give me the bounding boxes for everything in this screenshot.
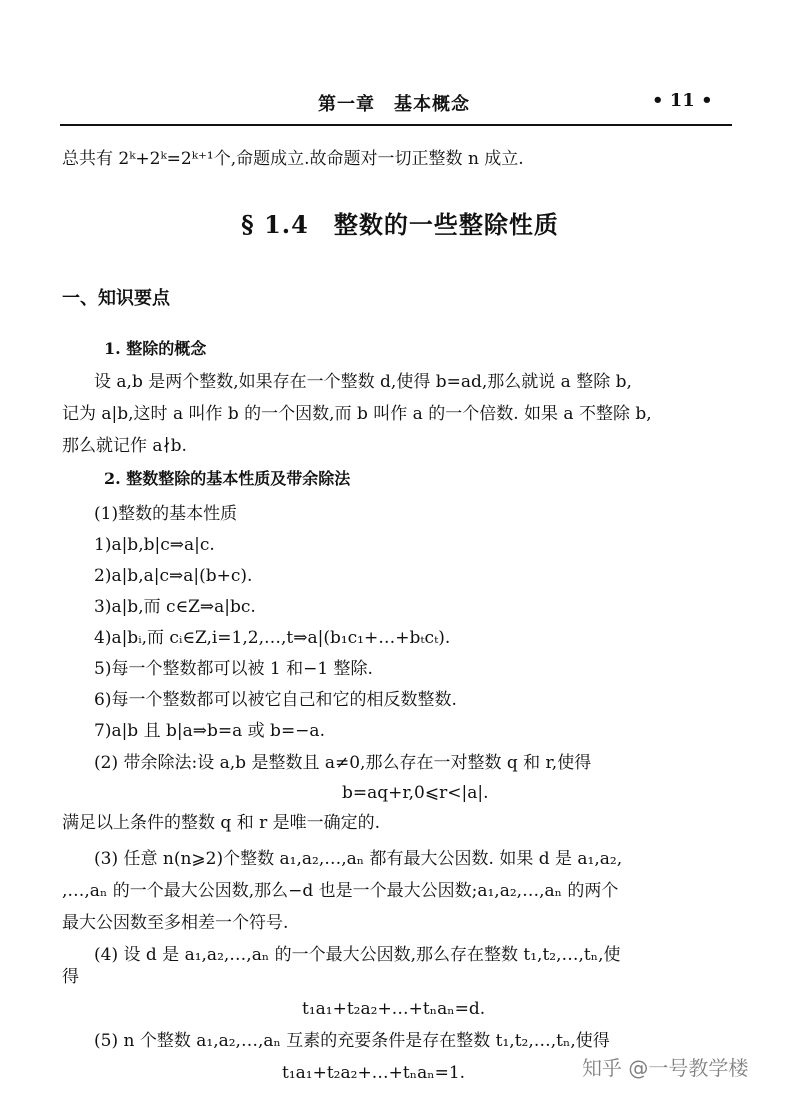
prop-5: 5)每一个整数都可以被 1 和−1 整除.: [94, 659, 373, 679]
p1-heading: (1)整数的基本性质: [94, 504, 238, 524]
sub1-line-3: 那么就记作 a∤b.: [62, 436, 187, 456]
prop-6: 6)每一个整数都可以被它自己和它的相反数整数.: [94, 690, 457, 710]
p2-after: 满足以上条件的整数 q 和 r 是唯一确定的.: [62, 813, 381, 833]
sub2-heading: 2. 整数整除的基本性质及带余除法: [104, 469, 351, 488]
p3-line-3: 最大公因数至多相差一个符号.: [62, 913, 289, 933]
page-number: • 11 •: [652, 90, 713, 111]
p4-line-1: (4) 设 d 是 a₁,a₂,…,aₙ 的一个最大公因数,那么存在整数 t₁,t₂,…,tₙ,使: [94, 945, 621, 965]
prop-1: 1)a|b,b|c⇒a|c.: [94, 535, 215, 555]
header-rule: [60, 124, 732, 126]
p4-line-2: 得: [62, 967, 79, 987]
p3-line-2: ,…,aₙ 的一个最大公因数,那么−d 也是一个最大公因数;a₁,a₂,…,aₙ 的两个: [62, 881, 619, 901]
p2-formula: b=aq+r,0⩽r<|a|.: [342, 783, 489, 803]
section-title: § 1.4 整数的一些整除性质: [241, 210, 559, 239]
intro-line: 总共有 2ᵏ+2ᵏ=2ᵏ⁺¹个,命题成立.故命题对一切正整数 n 成立.: [62, 149, 524, 169]
prop-3: 3)a|b,而 c∈Z⇒a|bc.: [94, 597, 256, 617]
watermark: 知乎 @一号教学楼: [582, 1056, 749, 1080]
p4-formula: t₁a₁+t₂a₂+…+tₙaₙ=d.: [302, 999, 486, 1019]
sub1-line-2: 记为 a|b,这时 a 叫作 b 的一个因数,而 b 叫作 a 的一个倍数. 如果 a 不整除 b,: [62, 404, 652, 424]
p3-line-1: (3) 任意 n(n⩾2)个整数 a₁,a₂,…,aₙ 都有最大公因数. 如果 d 是 a₁,a₂,: [94, 849, 623, 869]
p5-line: (5) n 个整数 a₁,a₂,…,aₙ 互素的充要条件是存在整数 t₁,t₂,…,tₙ,使得: [94, 1031, 610, 1051]
p5-formula: t₁a₁+t₂a₂+…+tₙaₙ=1.: [282, 1063, 466, 1083]
prop-4: 4)a|bᵢ,而 cᵢ∈Z,i=1,2,…,t⇒a|(b₁c₁+…+bₜcₜ).: [94, 628, 451, 648]
part-heading: 一、知识要点: [62, 288, 170, 309]
sub1-heading: 1. 整除的概念: [104, 339, 207, 358]
prop-7: 7)a|b 且 b|a⇒b=a 或 b=−a.: [94, 721, 325, 741]
prop-2: 2)a|b,a|c⇒a|(b+c).: [94, 566, 253, 586]
sub1-line-1: 设 a,b 是两个整数,如果存在一个整数 d,使得 b=ad,那么就说 a 整除 b,: [94, 372, 632, 392]
p2-line: (2) 带余除法:设 a,b 是整数且 a≠0,那么存在一对整数 q 和 r,使得: [94, 753, 592, 773]
chapter-title: 第一章 基本概念: [318, 94, 470, 115]
